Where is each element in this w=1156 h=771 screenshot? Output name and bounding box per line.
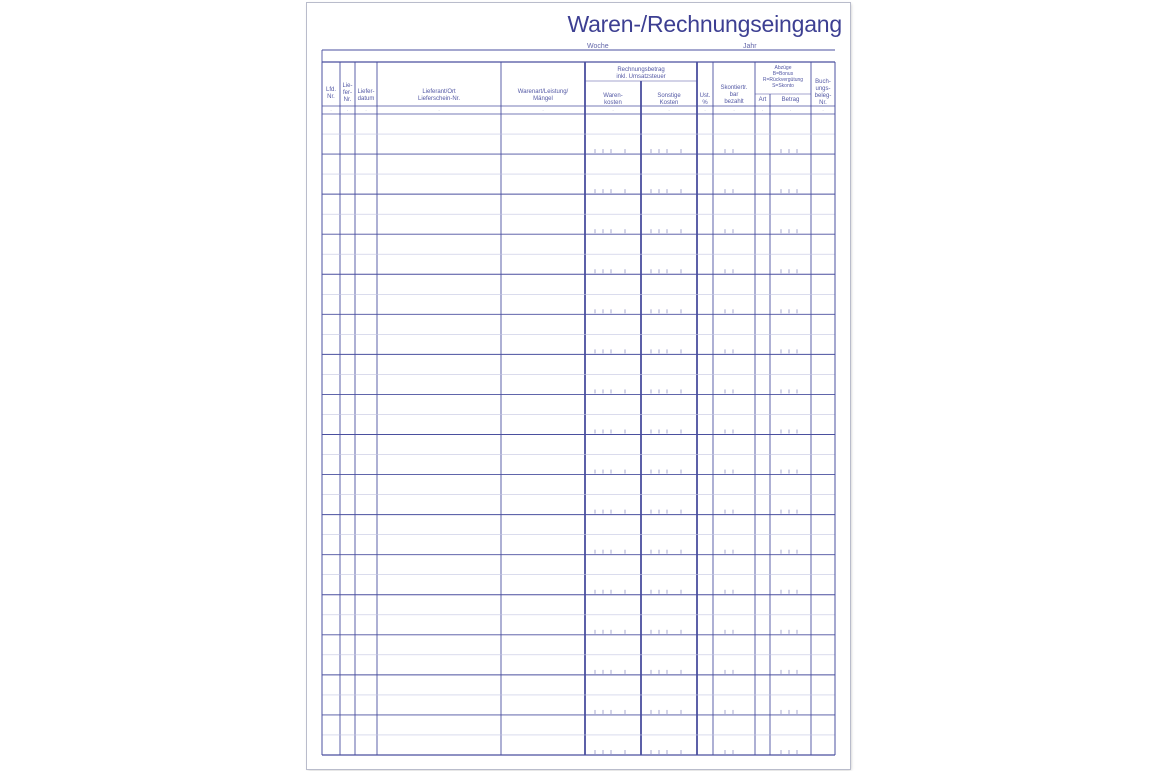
column-index-mark: · bbox=[761, 108, 764, 113]
column-index-mark: · bbox=[542, 108, 544, 113]
column-index-mark: · bbox=[668, 108, 670, 113]
column-index-mark: · bbox=[789, 108, 792, 113]
col-header-rechnungsbetrag: Rechnungsbetrag inkl. Umsatzsteuer bbox=[616, 67, 666, 80]
column-index-mark: · bbox=[704, 108, 706, 113]
col-header-ust: Ust. % bbox=[699, 93, 711, 106]
col-header-lieferant: Lieferant/Ort Lieferschein-Nr. bbox=[417, 89, 461, 102]
col-header-buchungsbeleg: Buch- ungs- beleg- Nr. bbox=[814, 79, 832, 106]
col-header-skontiert: Skontiertr. bar bezahlt bbox=[720, 85, 748, 105]
form-title: Waren-/Rechnungseingang bbox=[567, 11, 842, 37]
column-index-mark: · bbox=[346, 108, 349, 113]
week-label: Woche bbox=[587, 43, 609, 50]
col-header-betrag: Betrag bbox=[781, 97, 800, 103]
form-sheet bbox=[307, 3, 850, 769]
ledger-grid bbox=[307, 3, 850, 769]
col-header-liefer-nr: Lie- fer- Nr. bbox=[342, 83, 353, 103]
column-index-mark: · bbox=[438, 108, 440, 113]
column-index-mark: · bbox=[612, 108, 614, 113]
col-header-warenkosten: Waren- kosten bbox=[603, 93, 623, 106]
col-header-warenart: Warenart/Leistung/ Mängel bbox=[517, 89, 569, 102]
col-header-art: Art bbox=[758, 97, 767, 103]
column-index-mark: · bbox=[365, 108, 367, 113]
column-index-mark: · bbox=[330, 108, 332, 113]
year-label: Jahr bbox=[743, 43, 757, 50]
col-header-lfd-nr: Lfd. Nr. bbox=[325, 87, 336, 100]
col-header-abzuege: Abzüge B=Bonus R=Rückvergütung S=Skonto bbox=[762, 65, 804, 89]
col-header-sonstige-kosten: Sonstige Kosten bbox=[657, 93, 681, 106]
column-index-mark: · bbox=[822, 108, 824, 113]
column-index-mark: · bbox=[733, 108, 735, 113]
col-header-lieferdatum: Liefer- datum bbox=[357, 89, 375, 102]
